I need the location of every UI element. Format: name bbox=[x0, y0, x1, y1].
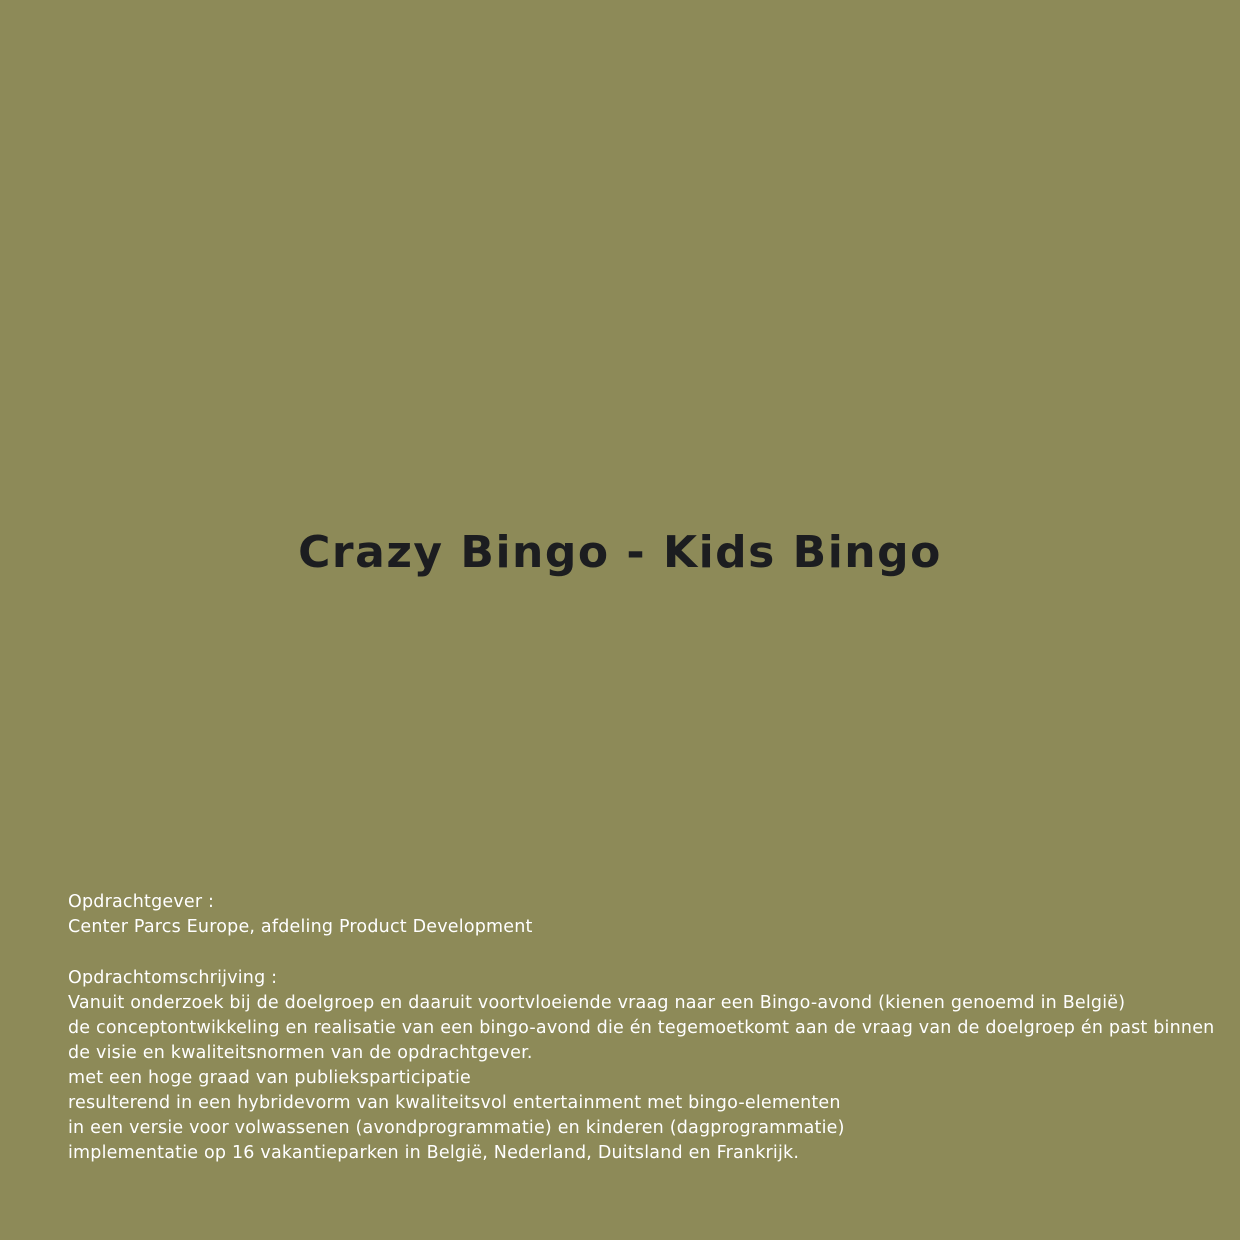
description-line: de conceptontwikkeling en realisatie van een bingo-avond die én tegemoetkomt aan de vraag van de doelgroep én past binnen bbox=[68, 1018, 1215, 1038]
description-block bbox=[68, 966, 1215, 1166]
description-line: implementatie op 16 vakantieparken in België, Nederland, Duitsland en Frankrijk. bbox=[68, 1143, 800, 1163]
client-block bbox=[68, 890, 1188, 940]
description-heading: Opdrachtomschrijving : bbox=[68, 968, 278, 988]
description-line: de visie en kwaliteitsnormen van de opdrachtgever. bbox=[68, 1043, 533, 1063]
client-name: Center Parcs Europe, afdeling Product Development bbox=[68, 917, 533, 937]
project-details bbox=[68, 890, 1215, 1166]
client-heading: Opdrachtgever : bbox=[68, 892, 215, 912]
page-title: Crazy Bingo - Kids Bingo bbox=[298, 527, 942, 579]
description-line: met een hoge graad van publieksparticipatie bbox=[68, 1068, 472, 1088]
description-line: resulterend in een hybridevorm van kwaliteitsvol entertainment met bingo-elementen bbox=[68, 1093, 841, 1113]
description-line: in een versie voor volwassenen (avondprogrammatie) en kinderen (dagprogrammatie) bbox=[68, 1118, 845, 1138]
description-line: Vanuit onderzoek bij de doelgroep en daaruit voortvloeiende vraag naar een Bingo-avond (kienen genoemd in België) bbox=[68, 993, 1126, 1013]
